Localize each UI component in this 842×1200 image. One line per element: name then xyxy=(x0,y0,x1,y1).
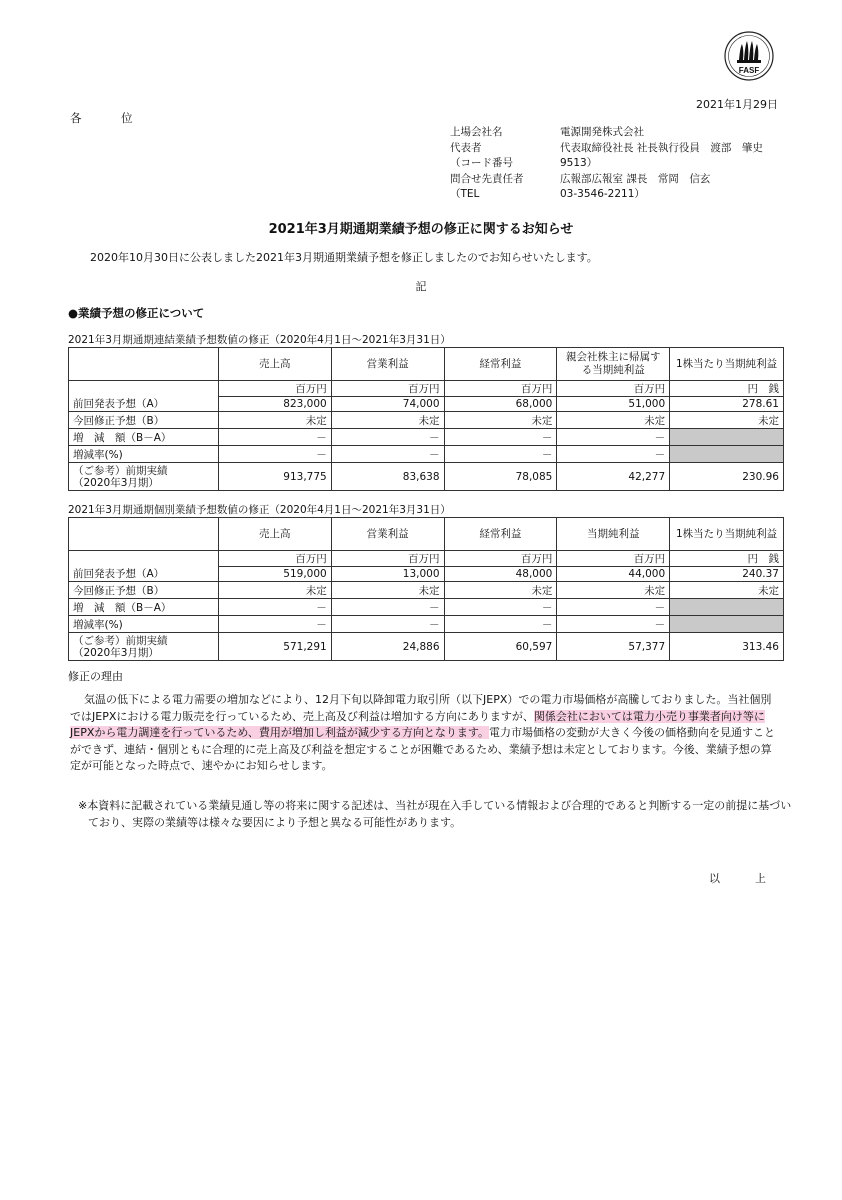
table-cell: 44,000 xyxy=(557,567,670,582)
table-cell: 未定 xyxy=(444,582,557,599)
table-cell: 240.37 xyxy=(670,567,784,582)
table-cell: 百万円 xyxy=(218,551,331,567)
logo-text: FASF xyxy=(738,66,760,75)
table-cell: 未定 xyxy=(331,412,444,429)
table-cell: － xyxy=(331,599,444,616)
company-info xyxy=(450,125,790,203)
table-row xyxy=(69,429,784,446)
table-cell: － xyxy=(444,616,557,633)
reason-paragraph: 気温の低下による電力需要の増加などにより、12月下旬以降卸電力取引所（以下JEPX）での電力市場価格が高騰しておりました。当社個別ではJEPXにおける電力販売を行っているため、売上高及び利益は増加する方向にありますが、関係会社においては電力小売り事業者向け等にJEPXから電力調達を行っているため、費用が増加し利益が減少する方向となります。電力市場価格の変動が大きく今後の価格動向を見通すことができず、連結・個別ともに合理的に売上高及び利益を想定することが困難であるため、業績予想は未定としております。今後、業績予想の算定が可能となった時点で、速やかにお知らせします。 xyxy=(70,693,776,772)
header-operating-income: 営業利益 xyxy=(331,518,444,551)
closing-mark: 以 上 xyxy=(709,872,778,885)
page-title: 2021年3月期通期業績予想の修正に関するお知らせ xyxy=(268,222,574,237)
table-cell: － xyxy=(557,446,670,463)
fasf-logo-icon xyxy=(723,30,775,84)
table-cell: 519,000 xyxy=(218,567,331,582)
section-heading: ●業績予想の修正について xyxy=(68,306,205,320)
table-cell: 913,775 xyxy=(218,463,331,491)
table-cell: 13,000 xyxy=(331,567,444,582)
table-cell: 前回発表予想（A） xyxy=(69,381,219,412)
table-cell: － xyxy=(331,616,444,633)
table-cell: － xyxy=(218,616,331,633)
table-cell: 未定 xyxy=(670,412,784,429)
table-cell: 74,000 xyxy=(331,397,444,412)
table-cell: 571,291 xyxy=(218,633,331,661)
company-row-code: （コード番号 9513） xyxy=(450,157,598,169)
table-cell xyxy=(670,446,784,463)
table-cell: 48,000 xyxy=(444,567,557,582)
table-cell: 42,277 xyxy=(557,463,670,491)
table-row xyxy=(69,518,784,551)
table-cell: 百万円 xyxy=(218,381,331,397)
table-cell: 60,597 xyxy=(444,633,557,661)
table-cell: 増減率(%) xyxy=(69,446,219,463)
table-cell: 57,377 xyxy=(557,633,670,661)
header-ordinary-income: 経常利益 xyxy=(444,348,557,381)
table-row xyxy=(69,348,784,381)
header-operating-income: 営業利益 xyxy=(331,348,444,381)
table-cell: 未定 xyxy=(444,412,557,429)
table-row xyxy=(69,599,784,616)
table-cell: 円 銭 xyxy=(670,381,784,397)
table-cell: 未定 xyxy=(218,582,331,599)
addressee: 各 位 xyxy=(70,111,147,125)
consolidated-table-caption: 2021年3月期通期連結業績予想数値の修正（2020年4月1日～2021年3月31日） xyxy=(68,334,451,346)
table-cell: 今回修正予想（B） xyxy=(69,582,219,599)
table-cell: － xyxy=(218,429,331,446)
table-cell: 百万円 xyxy=(444,551,557,567)
disclaimer-note: ※本資料に記載されている業績見通し等の将来に関する記述は、当社が現在入手している情報および合理的であると判断する一定の前提に基づいており、実際の業績等は様々な要因により予想と異なる可能性があります。 xyxy=(78,799,792,829)
table-cell: － xyxy=(218,599,331,616)
table-cell: （ご参考）前期実績 （2020年3月期） xyxy=(69,463,219,491)
table-cell: 円 銭 xyxy=(670,551,784,567)
table-cell xyxy=(670,429,784,446)
table-cell: － xyxy=(444,446,557,463)
table-cell: － xyxy=(218,446,331,463)
highlighted-text: 関係会社においては電力小売り事業者向け等にJEPXから電力調達を行っているため、費用が増加し利益が減少する方向となります。 xyxy=(70,709,765,739)
company-row-contact: 問合せ先責任者 広報部広報室 課長 常岡 信玄 xyxy=(450,172,711,185)
consolidated-forecast-table xyxy=(68,347,784,491)
table-cell xyxy=(670,616,784,633)
table-cell: 未定 xyxy=(331,582,444,599)
table-cell: 823,000 xyxy=(218,397,331,412)
table-cell: － xyxy=(444,599,557,616)
table-cell: － xyxy=(331,429,444,446)
table-cell: 68,000 xyxy=(444,397,557,412)
table-row xyxy=(69,381,784,397)
table-row xyxy=(69,616,784,633)
table-cell: 増 減 額（B－A） xyxy=(69,599,219,616)
header-sales: 売上高 xyxy=(218,518,331,551)
table-cell: （ご参考）前期実績 （2020年3月期） xyxy=(69,633,219,661)
table-cell: 313.46 xyxy=(670,633,784,661)
table-cell: 未定 xyxy=(557,582,670,599)
header-sales: 売上高 xyxy=(218,348,331,381)
release-date: 2021年1月29日 xyxy=(696,98,778,111)
header-eps: 1株当たり当期純利益 xyxy=(670,348,784,381)
table-cell: － xyxy=(444,429,557,446)
table-cell: 百万円 xyxy=(331,381,444,397)
table-cell: 今回修正予想（B） xyxy=(69,412,219,429)
table-row xyxy=(69,412,784,429)
company-row-name: 上場会社名 電源開発株式会社 xyxy=(450,126,644,138)
table-row xyxy=(69,551,784,567)
table-row xyxy=(69,633,784,661)
header-eps: 1株当たり当期純利益 xyxy=(670,518,784,551)
table-cell: 百万円 xyxy=(444,381,557,397)
individual-forecast-table xyxy=(68,517,784,661)
header-blank xyxy=(69,348,219,381)
table-cell: 230.96 xyxy=(670,463,784,491)
table-cell: 百万円 xyxy=(557,381,670,397)
header-net-income: 親会社株主に帰属する当期純利益 xyxy=(557,348,670,381)
table-cell: 24,886 xyxy=(331,633,444,661)
table-cell: 未定 xyxy=(218,412,331,429)
table-cell: － xyxy=(557,599,670,616)
table-cell: 百万円 xyxy=(557,551,670,567)
header-ordinary-income: 経常利益 xyxy=(444,518,557,551)
company-row-tel: （TEL 03-3546-2211） xyxy=(450,188,645,200)
table-cell: － xyxy=(557,429,670,446)
table-row xyxy=(69,463,784,491)
table-cell: － xyxy=(331,446,444,463)
table-cell: 前回発表予想（A） xyxy=(69,551,219,582)
table-cell: 78,085 xyxy=(444,463,557,491)
table-cell: － xyxy=(557,616,670,633)
header-net-income: 当期純利益 xyxy=(557,518,670,551)
table-cell: 278.61 xyxy=(670,397,784,412)
table-cell: 51,000 xyxy=(557,397,670,412)
intro-text: 2020年10月30日に公表しました2021年3月期通期業績予想を修正しましたのでお知らせいたします。 xyxy=(90,251,598,264)
table-cell xyxy=(670,599,784,616)
ki-mark: 記 xyxy=(415,280,427,293)
table-cell: 未定 xyxy=(670,582,784,599)
table-cell: 未定 xyxy=(557,412,670,429)
reason-heading: 修正の理由 xyxy=(68,670,123,683)
table-cell: 百万円 xyxy=(331,551,444,567)
table-row xyxy=(69,582,784,599)
individual-table-caption: 2021年3月期通期個別業績予想数値の修正（2020年4月1日～2021年3月31日） xyxy=(68,504,451,516)
table-cell: 増 減 額（B－A） xyxy=(69,429,219,446)
table-row xyxy=(69,446,784,463)
table-cell: 増減率(%) xyxy=(69,616,219,633)
company-row-representative: 代表者 代表取締役社長 社長執行役員 渡部 肇史 xyxy=(450,141,763,154)
table-cell: 83,638 xyxy=(331,463,444,491)
header-blank xyxy=(69,518,219,551)
